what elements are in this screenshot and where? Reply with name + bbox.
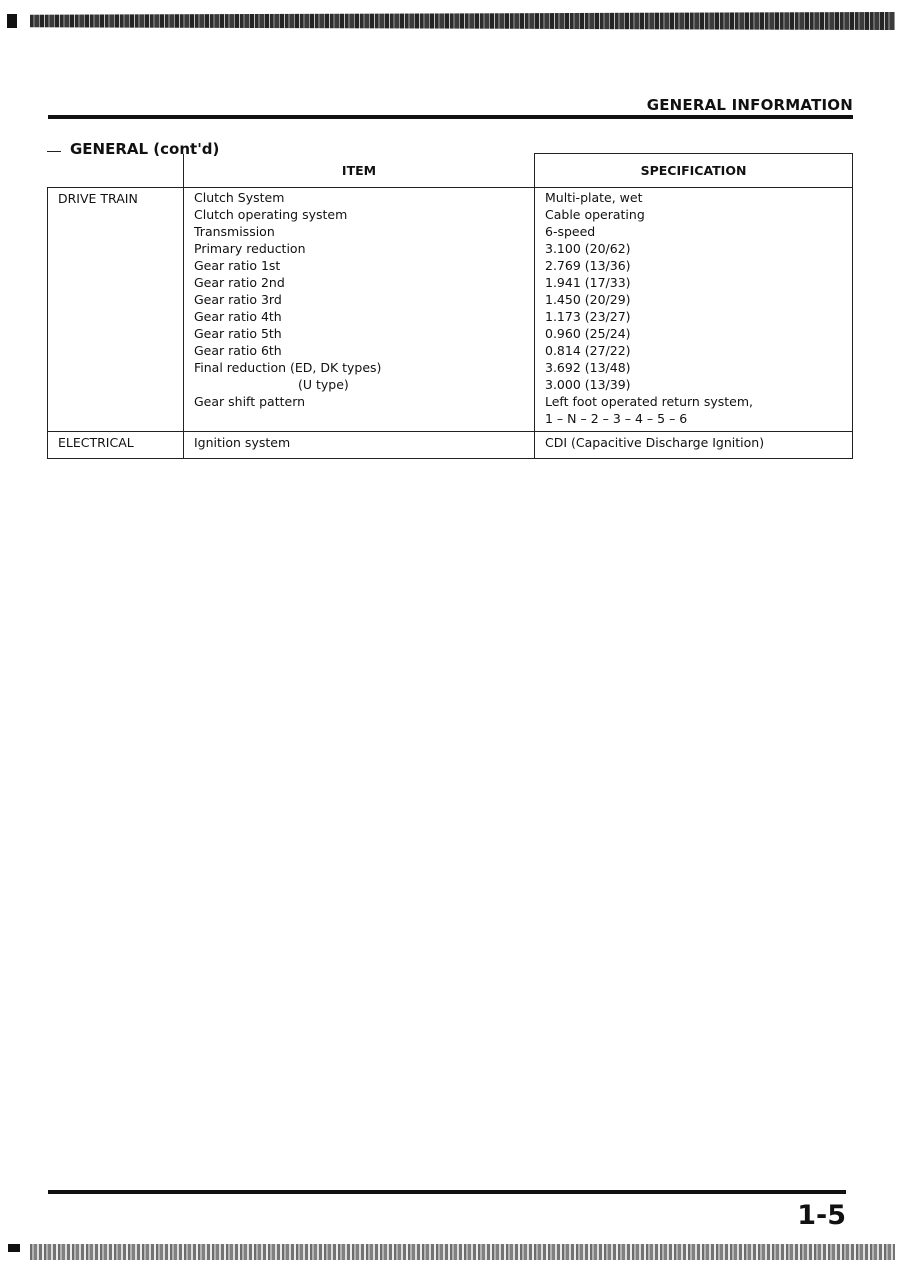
item-gear-shift-pattern: Gear shift pattern (194, 394, 306, 409)
drive-train-specs (535, 188, 853, 432)
item-final-reduction-ed-dk: Final reduction (ED, DK types) (194, 360, 382, 375)
item-clutch-system: Clutch System (194, 190, 285, 205)
item-gear-ratio-3rd: Gear ratio 3rd (194, 292, 282, 307)
spec-gear-ratio-3rd: 1.450 (20/29) (545, 292, 631, 307)
scan-corner-mark-bottom (8, 1244, 20, 1252)
drive-train-items (184, 188, 535, 432)
spec-clutch-operating-system: Cable operating (545, 207, 645, 222)
spec-ignition-system: CDI (Capacitive Discharge Ignition) (535, 432, 853, 459)
spec-gear-ratio-5th: 0.960 (25/24) (545, 326, 631, 341)
spec-gear-ratio-6th: 0.814 (27/22) (545, 343, 631, 358)
section-frame-tick (47, 151, 61, 152)
scan-noise-bottom (30, 1244, 895, 1260)
header-rule (48, 115, 853, 119)
spec-final-reduction-u: 3.000 (13/39) (545, 377, 631, 392)
table-header-row (48, 154, 853, 188)
spec-table (47, 153, 853, 459)
item-gear-ratio-4th: Gear ratio 4th (194, 309, 282, 324)
scan-noise-top (30, 12, 895, 30)
section-title: GENERAL (cont'd) (62, 140, 227, 158)
item-gear-ratio-1st: Gear ratio 1st (194, 258, 281, 273)
item-gear-ratio-2nd: Gear ratio 2nd (194, 275, 285, 290)
footer-rule (48, 1190, 846, 1194)
spec-gear-ratio-2nd: 1.941 (17/33) (545, 275, 631, 290)
item-ignition-system: Ignition system (184, 432, 535, 459)
spec-transmission: 6-speed (545, 224, 596, 239)
item-transmission: Transmission (194, 224, 275, 239)
spec-gear-shift-sequence: 1 – N – 2 – 3 – 4 – 5 – 6 (545, 411, 688, 426)
spec-gear-shift-pattern: Left foot operated return system, (545, 394, 753, 409)
item-primary-reduction: Primary reduction (194, 241, 306, 256)
spec-primary-reduction: 3.100 (20/62) (545, 241, 631, 256)
table-row-electrical (48, 432, 853, 459)
table-row-drive-train (48, 188, 853, 432)
spec-clutch-system: Multi-plate, wet (545, 190, 643, 205)
item-gear-ratio-5th: Gear ratio 5th (194, 326, 282, 341)
category-electrical: ELECTRICAL (48, 432, 184, 459)
spec-gear-ratio-4th: 1.173 (23/27) (545, 309, 631, 324)
specification-header: SPECIFICATION (535, 154, 853, 188)
page-number: 1-5 (797, 1200, 846, 1231)
spec-gear-ratio-1st: 2.769 (13/36) (545, 258, 631, 273)
category-header (48, 154, 184, 188)
page-header-title: GENERAL INFORMATION (646, 96, 853, 114)
item-final-reduction-u: (U type) (298, 377, 349, 392)
item-clutch-operating-system: Clutch operating system (194, 207, 348, 222)
category-drive-train: DRIVE TRAIN (48, 188, 184, 432)
scan-corner-mark (7, 14, 17, 28)
item-gear-ratio-6th: Gear ratio 6th (194, 343, 282, 358)
spec-final-reduction-ed-dk: 3.692 (13/48) (545, 360, 631, 375)
item-header: ITEM (184, 154, 535, 188)
